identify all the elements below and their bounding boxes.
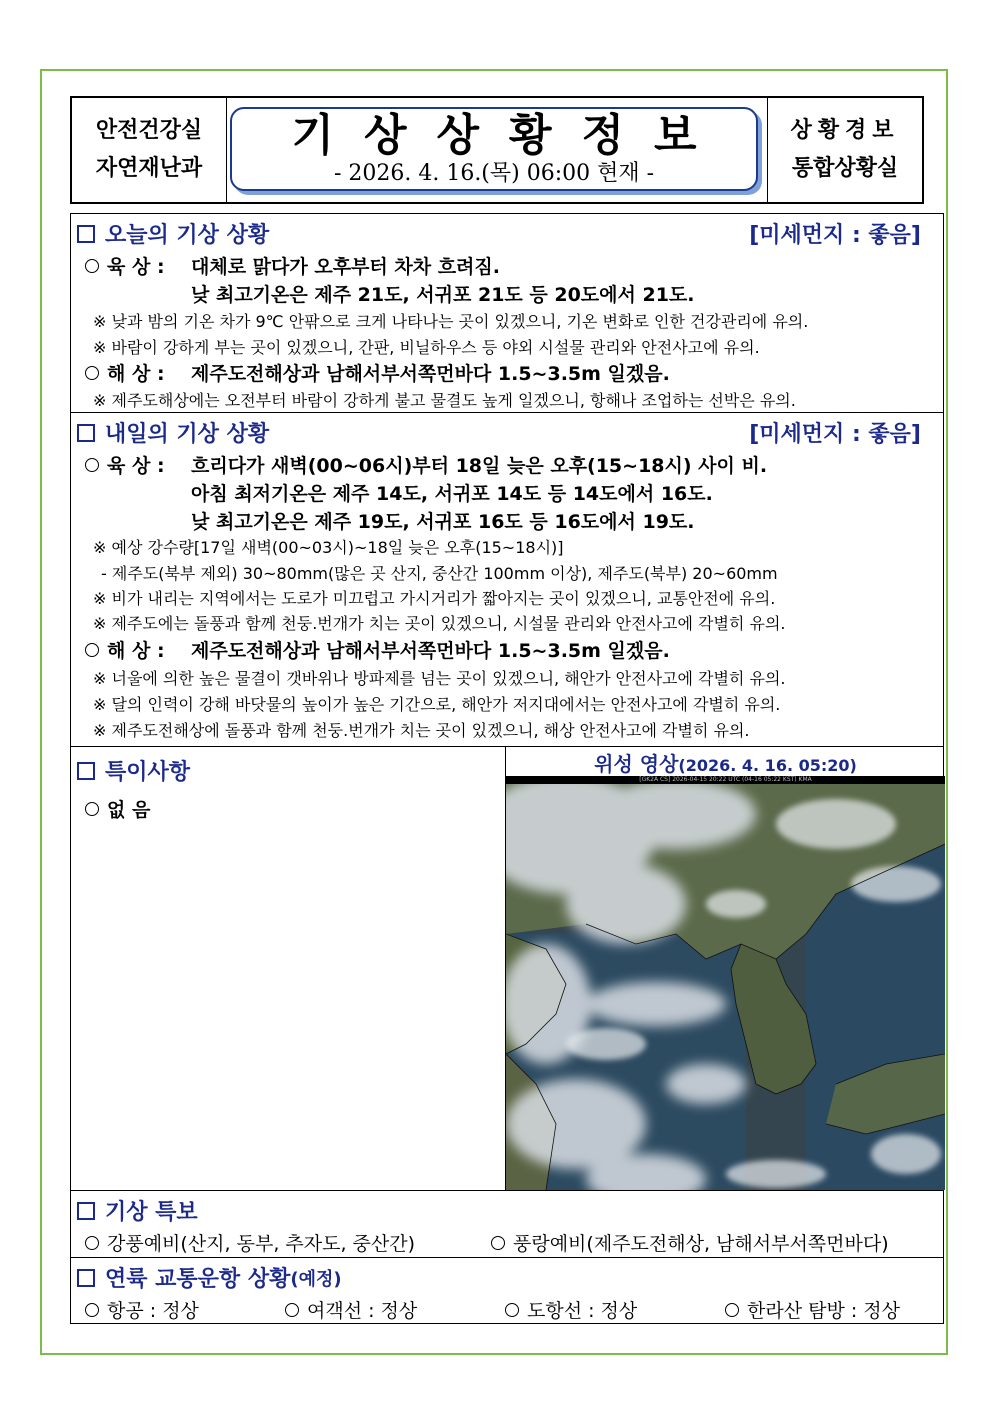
page-subtitle-date: - 2026. 4. 16.(목) 06:00 현재 - (333, 161, 655, 186)
warning-item-gale (85, 1229, 415, 1256)
circle-bullet-icon (85, 643, 99, 657)
circle-bullet-icon (505, 1303, 519, 1317)
tomorrow-note3: ※ 비가 내리는 지역에서는 도로가 미끄럽고 가시거리가 짧아지는 곳이 있겠으니, 교통안전에 유의. (93, 589, 776, 608)
today-note1: ※ 낮과 밤의 기온 차가 9℃ 안팎으로 크게 나타나는 곳이 있겠으니, 기온 변화로 인한 건강관리에 유의. (93, 312, 809, 331)
tomorrow-note2: - 제주도(북부 제외) 30~80mm(많은 곳 산지, 중산간 100mm 이상), 제주도(북부) 20~60mm (101, 564, 778, 583)
warning-title-text: 기상 특보 (105, 1200, 198, 1225)
traffic-ferry-text: 여객선 : 정상 (307, 1300, 418, 1322)
department-right-line1: 상황경보 (790, 118, 900, 143)
tomorrow-land-line3: 낮 최고기온은 제주 19도, 서귀포 16도 등 16도에서 19도. (191, 511, 695, 533)
traffic-hallasan (725, 1296, 900, 1323)
traffic-island-ferry (505, 1296, 637, 1323)
tomorrow-sea-line: 제주도전해상과 남해서부서쪽먼바다 1.5~3.5m 일겠음. (191, 640, 670, 662)
tomorrow-land (85, 451, 165, 478)
warning-item-wave-text: 풍랑예비(제주도전해상, 남해서부서쪽먼바다) (513, 1233, 889, 1255)
tomorrow-dust-status: [미세먼지 : 좋음] (749, 422, 921, 447)
circle-bullet-icon (85, 366, 99, 380)
checkbox-icon (77, 1269, 95, 1287)
circle-bullet-icon (85, 458, 99, 472)
warning-item-wave (491, 1229, 889, 1256)
today-land-line1: 대체로 맑다가 오후부터 차차 흐려짐. (191, 256, 500, 278)
special-item (85, 795, 150, 822)
today-sea-note: ※ 제주도해상에는 오전부터 바람이 강하게 불고 물결도 높게 일겠으니, 항해나 조업하는 선박은 유의. (93, 391, 796, 410)
tomorrow-sea-note2: ※ 달의 인력이 강해 바닷물의 높이가 높은 기간으로, 해안가 저지대에서는 안전사고에 각별히 유의. (93, 695, 781, 714)
today-section (70, 213, 944, 413)
department-right-line2: 통합상황실 (791, 156, 899, 181)
circle-bullet-icon (85, 259, 99, 273)
document-header (70, 96, 924, 204)
circle-bullet-icon (85, 1303, 99, 1317)
satellite-title-text: 위성 영상 (594, 752, 679, 776)
today-sea-line: 제주도전해상과 남해서부서쪽먼바다 1.5~3.5m 일겠음. (191, 363, 670, 385)
traffic-section (70, 1257, 944, 1324)
circle-bullet-icon (285, 1303, 299, 1317)
traffic-air (85, 1296, 199, 1323)
tomorrow-land-line1: 흐리다가 새벽(00~06시)부터 18일 늦은 오후(15~18시) 사이 비. (191, 455, 768, 477)
department-left-line2: 자연재난과 (95, 156, 203, 181)
warning-title (77, 1195, 198, 1226)
traffic-island-ferry-text: 도항선 : 정상 (527, 1300, 638, 1322)
tomorrow-title-text: 내일의 기상 상황 (105, 422, 270, 447)
today-sea (85, 359, 165, 386)
tomorrow-note1: ※ 예상 강수량[17일 새벽(00~03시)~18일 늦은 오후(15~18시)] (93, 538, 564, 557)
traffic-title-text: 연륙 교통운항 상황 (105, 1267, 291, 1292)
department-right (767, 98, 922, 202)
department-left (72, 98, 227, 202)
today-note2: ※ 바람이 강하게 부는 곳이 있겠으니, 간판, 비닐하우스 등 야외 시설물 관리와 안전사고에 유의. (93, 338, 760, 357)
circle-bullet-icon (725, 1303, 739, 1317)
traffic-title (77, 1262, 342, 1293)
traffic-hallasan-text: 한라산 탐방 : 정상 (747, 1300, 900, 1322)
satellite-caption-bar: [GK2A CS] 2026-04-15 20:22 UTC (04-16 05:22 KST) KMA (506, 776, 945, 784)
checkbox-icon (77, 424, 95, 442)
checkbox-icon (77, 762, 95, 780)
today-land-label: 육 상 : (107, 256, 165, 278)
special-title-text: 특이사항 (105, 760, 191, 785)
checkbox-icon (77, 225, 95, 243)
circle-bullet-icon (85, 802, 99, 816)
tomorrow-note4: ※ 제주도에는 돌풍과 함께 천둥.번개가 치는 곳이 있겠으니, 시설물 관리와 안전사고에 각별히 유의. (93, 614, 786, 633)
satellite-image (506, 784, 945, 1190)
tomorrow-sea-note1: ※ 너울에 의한 높은 물결이 갯바위나 방파제를 넘는 곳이 있겠으니, 해안가 안전사고에 각별히 유의. (93, 669, 786, 688)
special-title (77, 755, 190, 786)
department-left-line1: 안전건강실 (95, 118, 203, 143)
tomorrow-section (70, 412, 944, 747)
today-title-text: 오늘의 기상 상황 (105, 223, 270, 248)
tomorrow-title (77, 417, 269, 448)
satellite-time: (2026. 4. 16. 05:20) (678, 756, 857, 775)
checkbox-icon (77, 1202, 95, 1220)
tomorrow-sea (85, 636, 165, 663)
warning-item-gale-text: 강풍예비(산지, 동부, 추자도, 중산간) (107, 1233, 416, 1255)
traffic-air-text: 항공 : 정상 (107, 1300, 199, 1322)
today-title (77, 218, 269, 249)
page-title: 기상상황정보 (291, 110, 727, 161)
tomorrow-land-label: 육 상 : (107, 455, 165, 477)
tomorrow-sea-label: 해 상 : (107, 640, 165, 662)
today-land-line2: 낮 최고기온은 제주 21도, 서귀포 21도 등 20도에서 21도. (191, 284, 695, 306)
today-land (85, 252, 165, 279)
today-sea-label: 해 상 : (107, 363, 165, 385)
circle-bullet-icon (85, 1236, 99, 1250)
tomorrow-sea-note3: ※ 제주도전해상에 돌풍과 함께 천둥.번개가 치는 곳이 있겠으니, 해상 안전사고에 각별히 유의. (93, 721, 750, 740)
satellite-title (506, 748, 945, 777)
traffic-title-suffix: (예정) (290, 1268, 342, 1290)
title-box (230, 107, 758, 191)
tomorrow-land-line2: 아침 최저기온은 제주 14도, 서귀포 14도 등 14도에서 16도. (191, 483, 713, 505)
today-dust-status: [미세먼지 : 좋음] (749, 223, 921, 248)
special-item-text: 없 음 (107, 799, 151, 821)
satellite-panel (505, 746, 945, 1190)
warning-section (70, 1190, 944, 1258)
traffic-ferry (285, 1296, 417, 1323)
circle-bullet-icon (491, 1236, 505, 1250)
